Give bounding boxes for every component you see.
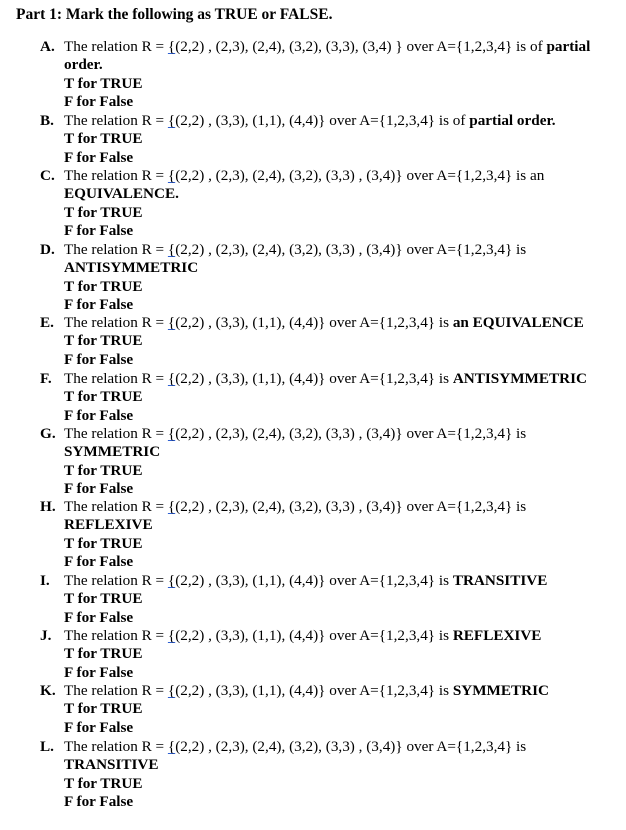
relation-pairs: (2,2) , (3,3), (1,1), (4,4)} xyxy=(175,314,326,331)
relation-domain: over A={1,2,3,4} is xyxy=(325,370,453,387)
true-option: T for TRUE xyxy=(64,74,143,92)
true-option: T for TRUE xyxy=(64,590,143,608)
question-continuation: order. xyxy=(64,56,103,74)
relation-domain: over A={1,2,3,4} is xyxy=(402,738,527,755)
relation-pairs: (2,2) , (2,3), (2,4), (3,2), (3,3) , (3,4)} xyxy=(175,498,403,515)
true-option: T for TRUE xyxy=(64,534,143,552)
question-letter: I. xyxy=(40,572,50,589)
relation-prefix: The relation R = xyxy=(64,682,168,699)
question-letter: G. xyxy=(40,425,56,442)
false-option: F for False xyxy=(64,480,134,498)
true-option: T for TRUE xyxy=(64,461,143,479)
question-item xyxy=(40,738,626,812)
false-option: F for False xyxy=(64,222,134,240)
false-option: F for False xyxy=(64,148,134,166)
question-item xyxy=(40,38,626,112)
relation-pairs: (2,2) , (2,3), (2,4), (3,2), (3,3) , (3,4)} xyxy=(175,738,403,755)
question-line xyxy=(40,498,626,516)
question-line xyxy=(40,112,626,130)
question-item xyxy=(40,241,626,315)
question-letter: B. xyxy=(40,112,54,129)
false-option: F for False xyxy=(64,793,134,811)
false-option: F for False xyxy=(64,553,134,571)
question-item xyxy=(40,498,626,572)
false-option: F for False xyxy=(64,608,134,626)
relation-prefix: The relation R = xyxy=(64,38,168,55)
part-title: Part 1: Mark the following as TRUE or FALSE. xyxy=(16,6,333,23)
question-letter: D. xyxy=(40,241,55,258)
relation-prefix: The relation R = xyxy=(64,167,168,184)
relation-domain: over A={1,2,3,4} is xyxy=(325,314,453,331)
relation-prefix: The relation R = xyxy=(64,314,168,331)
relation-prefix: The relation R = xyxy=(64,425,168,442)
relation-brace: { xyxy=(167,241,176,258)
false-option: F for False xyxy=(64,296,134,314)
question-continuation: EQUIVALENCE. xyxy=(64,185,179,203)
relation-pairs: (2,2) , (2,3), (2,4), (3,2), (3,3) , (3,4)} xyxy=(175,425,403,442)
question-line xyxy=(40,682,626,700)
false-option: F for False xyxy=(64,350,134,368)
question-continuation: SYMMETRIC xyxy=(64,443,161,461)
relation-prefix: The relation R = xyxy=(64,572,168,589)
false-option: F for False xyxy=(64,93,134,111)
relation-property: ANTISYMMETRIC xyxy=(452,370,587,387)
relation-prefix: The relation R = xyxy=(64,627,168,644)
relation-domain: over A={1,2,3,4} is xyxy=(402,241,527,258)
relation-domain: over A={1,2,3,4} is xyxy=(325,682,453,699)
relation-domain: over A={1,2,3,4} is xyxy=(402,425,527,442)
relation-brace: { xyxy=(167,167,176,184)
false-option: F for False xyxy=(64,663,134,681)
relation-brace: { xyxy=(167,112,176,129)
relation-domain: over A={1,2,3,4} is an xyxy=(402,167,545,184)
relation-pairs: (2,2) , (2,3), (2,4), (3,2), (3,3) , (3,4)} xyxy=(175,167,403,184)
relation-pairs: (2,2) , (2,3), (2,4), (3,2), (3,3), (3,4) } xyxy=(175,38,403,55)
question-item xyxy=(40,572,626,627)
relation-brace: { xyxy=(167,738,176,755)
relation-domain: over A={1,2,3,4} is xyxy=(325,572,453,589)
true-option: T for TRUE xyxy=(64,277,143,295)
false-option: F for False xyxy=(64,406,134,424)
question-letter: H. xyxy=(40,498,56,515)
relation-pairs: (2,2) , (3,3), (1,1), (4,4)} xyxy=(175,627,326,644)
question-letter: C. xyxy=(40,167,55,184)
relation-domain: over A={1,2,3,4} is xyxy=(325,627,453,644)
question-line xyxy=(40,572,626,590)
relation-brace: { xyxy=(167,425,176,442)
question-item xyxy=(40,682,626,737)
relation-prefix: The relation R = xyxy=(64,112,168,129)
relation-prefix: The relation R = xyxy=(64,498,168,515)
relation-pairs: (2,2) , (3,3), (1,1), (4,4)} xyxy=(175,370,326,387)
question-letter: L. xyxy=(40,738,54,755)
question-item xyxy=(40,425,626,499)
true-option: T for TRUE xyxy=(64,645,143,663)
false-option: F for False xyxy=(64,718,134,736)
relation-brace: { xyxy=(167,498,176,515)
relation-domain: over A={1,2,3,4} is of xyxy=(402,38,547,55)
question-item xyxy=(40,112,626,167)
relation-pairs: (2,2) , (3,3), (1,1), (4,4)} xyxy=(175,572,326,589)
question-item xyxy=(40,314,626,369)
question-item xyxy=(40,370,626,425)
relation-property: partial order. xyxy=(469,112,556,129)
question-line xyxy=(40,425,626,443)
relation-brace: { xyxy=(167,627,176,644)
question-continuation: REFLEXIVE xyxy=(64,516,153,534)
question-letter: J. xyxy=(40,627,52,644)
relation-property: SYMMETRIC xyxy=(452,682,550,699)
question-item xyxy=(40,167,626,241)
question-line xyxy=(40,738,626,756)
relation-brace: { xyxy=(167,370,176,387)
true-option: T for TRUE xyxy=(64,774,143,792)
relation-pairs: (2,2) , (2,3), (2,4), (3,2), (3,3) , (3,4)} xyxy=(175,241,403,258)
relation-domain: over A={1,2,3,4} is of xyxy=(325,112,470,129)
relation-domain: over A={1,2,3,4} is xyxy=(402,498,527,515)
question-continuation: TRANSITIVE xyxy=(64,756,159,774)
relation-pairs: (2,2) , (3,3), (1,1), (4,4)} xyxy=(175,112,326,129)
question-line xyxy=(40,314,626,332)
true-option: T for TRUE xyxy=(64,203,143,221)
question-continuation: ANTISYMMETRIC xyxy=(64,259,199,277)
relation-brace: { xyxy=(167,572,176,589)
relation-property: TRANSITIVE xyxy=(452,572,548,589)
question-letter: A. xyxy=(40,38,55,55)
relation-prefix: The relation R = xyxy=(64,738,168,755)
relation-brace: { xyxy=(167,682,176,699)
question-line xyxy=(40,167,626,185)
question-line xyxy=(40,38,626,56)
question-item xyxy=(40,627,626,682)
relation-property: partial xyxy=(546,38,591,55)
relation-pairs: (2,2) , (3,3), (1,1), (4,4)} xyxy=(175,682,326,699)
question-line xyxy=(40,627,626,645)
true-option: T for TRUE xyxy=(64,700,143,718)
question-letter: F. xyxy=(40,370,52,387)
relation-prefix: The relation R = xyxy=(64,241,168,258)
question-letter: E. xyxy=(40,314,54,331)
relation-brace: { xyxy=(167,38,176,55)
question-line xyxy=(40,370,626,388)
relation-prefix: The relation R = xyxy=(64,370,168,387)
relation-property: REFLEXIVE xyxy=(452,627,542,644)
true-option: T for TRUE xyxy=(64,332,143,350)
relation-brace: { xyxy=(167,314,176,331)
question-line xyxy=(40,241,626,259)
true-option: T for TRUE xyxy=(64,130,143,148)
question-letter: K. xyxy=(40,682,56,699)
true-option: T for TRUE xyxy=(64,388,143,406)
relation-property: an EQUIVALENCE xyxy=(452,314,584,331)
